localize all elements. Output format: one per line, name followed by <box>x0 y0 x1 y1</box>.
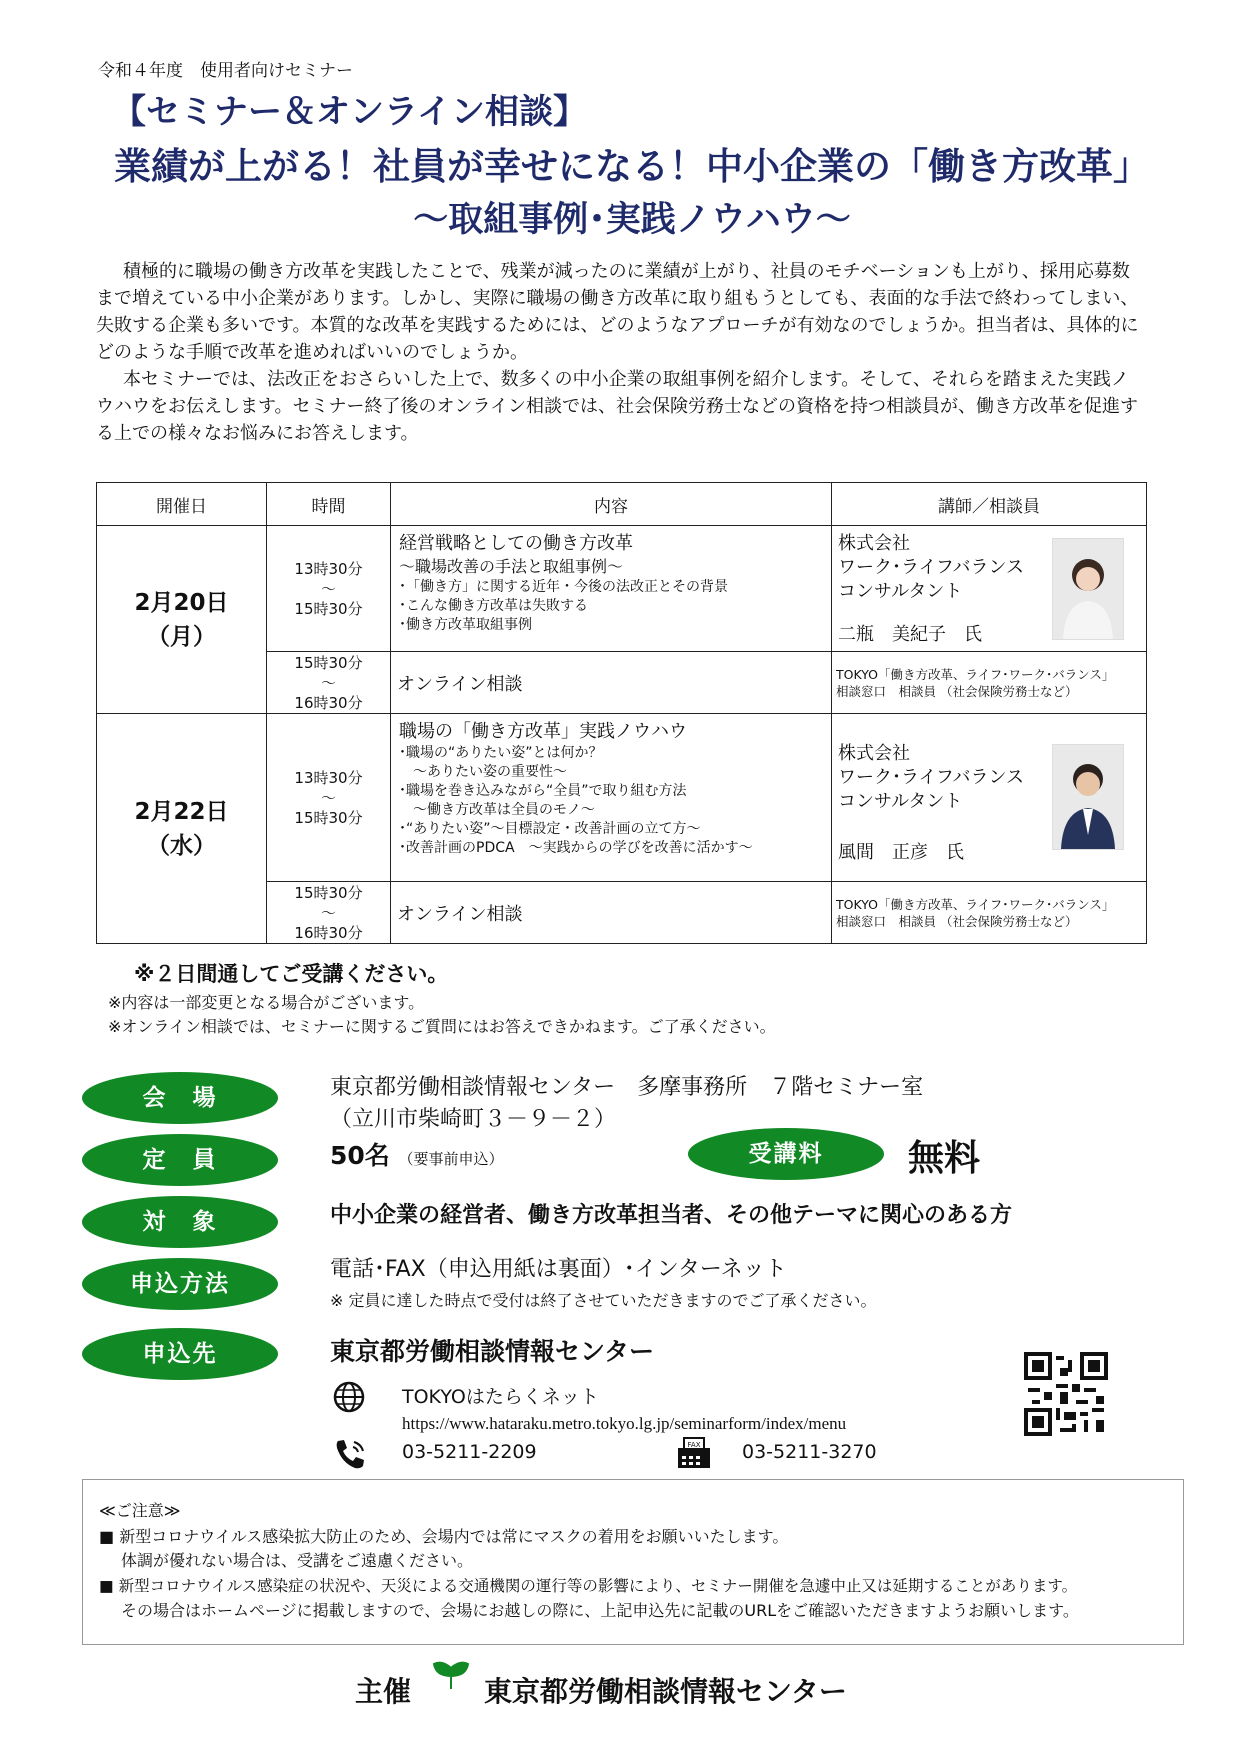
header-content: 内容 <box>391 483 832 526</box>
lecturer-name-day2: 風間 正彦 氏 <box>838 842 964 863</box>
content-day2 <box>391 714 832 882</box>
header-time: 時間 <box>267 483 391 526</box>
caution-line: その場合はホームページに掲載しますので、会場にお越しの際に、上記申込先に記載のURLをご確認いただきますようお願いします。 <box>121 1601 1079 1620</box>
web-label: TOKYOはたらくネット <box>402 1386 599 1408</box>
ginkgo-logo-icon <box>432 1660 470 1690</box>
fee-label: 受講料 <box>688 1128 884 1180</box>
caution-line: ■ 新型コロナウイルス感染拡大防止のため、会場内では常にマスクの着用をお願いいたします。 <box>99 1527 789 1546</box>
header-lecturer: 講師／相談員 <box>832 483 1147 526</box>
caution-title: ≪ご注意≫ <box>99 1501 181 1520</box>
lecturer-day2 <box>832 714 1147 882</box>
target-value: 中小企業の経営者、働き方改革担当者、その他テーマに関心のある方 <box>330 1203 1013 1228</box>
seminar-title-day1: 経営戦略としての働き方改革 <box>399 533 633 554</box>
lecturer-name-day1: 二瓶 美紀子 氏 <box>838 624 982 645</box>
list-item: ～ありたい姿の重要性～ <box>413 764 567 780</box>
host-name: 東京都労働相談情報センター <box>484 1675 847 1708</box>
date-day1: 2月20日 <box>134 589 229 616</box>
table-row <box>97 714 1147 882</box>
caution-box <box>82 1479 1184 1645</box>
list-item: ･“ありたい姿”～目標設定・改善計画の立て方～ <box>399 821 701 837</box>
company-line: コンサルタント <box>838 581 963 602</box>
list-item: ･改善計画のPDCA ～実践からの学びを改善に活かす～ <box>399 840 753 856</box>
fax-number: 03-5211-3270 <box>742 1441 877 1463</box>
intro-paragraph-1: 積極的に職場の働き方改革を実践したことで、残業が減ったのに業績が上がり、社員のモチベーションも上がり、採用応募数まで増えている中小企業があります。しかし、実際に職場の働き方改革に取り組もうとしても、表面的な手法で終わってしまい、失敗する企業も多いです。本質的な改革を実践するためには、どのようなアプローチが有効なのでしょうか。担当者は、具体的にどのような手順で改革を進めればいいのでしょうか。 <box>96 261 1139 363</box>
lecturer-company-day1 <box>838 532 1024 604</box>
online-consult-day1: オンライン相談 <box>391 652 832 714</box>
header-date: 開催日 <box>97 483 267 526</box>
time-end: 15時30分 <box>294 599 363 618</box>
time-sep: ～ <box>320 673 336 692</box>
sub-title: ～取組事例･実践ノウハウ～ <box>413 200 851 240</box>
note-change: ※内容は一部変更となる場合がございます。 <box>108 993 425 1012</box>
company-line: ワーク･ライフバランス <box>838 557 1024 578</box>
venue-label: 会 場 <box>82 1072 278 1124</box>
note-online: ※オンライン相談では、セミナーに関するご質問にはお答えできかねます。ご了承ください。 <box>108 1017 776 1036</box>
intro-text <box>96 258 1146 447</box>
time-end: 16時30分 <box>294 693 363 712</box>
lecturer-photo-day1 <box>1052 538 1124 640</box>
time-start: 15時30分 <box>294 883 363 902</box>
destination-label: 申込先 <box>82 1328 278 1380</box>
venue-address: （立川市柴崎町３－９－２） <box>330 1107 617 1132</box>
table-header-row <box>97 483 1147 526</box>
list-item: ･働き方改革取組事例 <box>399 617 532 633</box>
bracket-title: 【セミナー＆オンライン相談】 <box>112 92 587 132</box>
table-row <box>97 526 1147 652</box>
company-line: 株式会社 <box>838 743 910 764</box>
lecturer-company-day2 <box>838 742 1024 814</box>
fax-icon-label: FAX <box>687 1441 701 1449</box>
time-start: 13時30分 <box>294 559 363 578</box>
time-sep: ～ <box>320 579 336 598</box>
venue-name: 東京都労働相談情報センター 多摩事務所 ７階セミナー室 <box>330 1075 924 1100</box>
seminar-title-day2: 職場の「働き方改革」実践ノウハウ <box>399 721 687 742</box>
lecturer-photo-day2 <box>1052 744 1124 850</box>
date-cell-day2 <box>97 714 267 944</box>
list-item: ～働き方改革は全員のモノ～ <box>413 802 595 818</box>
desk-line: 相談窓口 相談員 （社会保険労務士など） <box>836 914 1078 929</box>
time-start: 13時30分 <box>294 768 363 787</box>
capacity-label: 定 員 <box>82 1134 278 1186</box>
time-sep: ～ <box>320 788 336 807</box>
main-title: 業績が上がる！社員が幸せになる！中小企業の「働き方改革」 <box>114 145 1150 188</box>
consult-desk-day2 <box>832 882 1147 944</box>
time-seminar-day2 <box>267 714 391 882</box>
time-seminar-day1 <box>267 526 391 652</box>
time-online-day2 <box>267 882 391 944</box>
online-consult-day2: オンライン相談 <box>391 882 832 944</box>
capacity-note: （要事前申込） <box>398 1150 504 1168</box>
date-cell-day1 <box>97 526 267 714</box>
desk-line: 相談窓口 相談員 （社会保険労務士など） <box>836 684 1078 699</box>
desk-line: TOKYO「働き方改革、ライフ･ワーク･バランス」 <box>836 667 1115 682</box>
pre-title: 令和４年度 使用者向けセミナー <box>98 61 353 81</box>
fee-value: 無料 <box>908 1138 981 1179</box>
weekday-day1: （月） <box>147 623 216 650</box>
caution-line: 体調が優れない場合は、受講をご遠慮ください。 <box>121 1551 474 1570</box>
list-item: ･職場の“ありたい姿”とは何か？ <box>399 745 603 761</box>
method-note: ※ 定員に達した時点で受付は終了させていただきますのでご了承ください。 <box>330 1291 877 1310</box>
time-end: 15時30分 <box>294 808 363 827</box>
seminar-sub-day1: ～職場改善の手法と取組事例～ <box>399 557 624 576</box>
fax-icon <box>676 1436 712 1470</box>
time-online-day1 <box>267 652 391 714</box>
list-item: ･職場を巻き込みながら“全員”で取り組む方法 <box>399 783 687 799</box>
caution-line: ■ 新型コロナウイルス感染症の状況や、天災による交通機関の運行等の影響により、セミナー開催を急遽中止又は延期することがあります。 <box>99 1577 1078 1595</box>
time-end: 16時30分 <box>294 923 363 942</box>
qr-code-icon <box>1024 1352 1108 1436</box>
phone-icon <box>332 1436 368 1472</box>
schedule-table <box>96 482 1147 944</box>
company-line: コンサルタント <box>838 791 963 812</box>
host-label: 主催 <box>355 1675 412 1708</box>
desk-line: TOKYO「働き方改革、ライフ･ワーク･バランス」 <box>836 897 1115 912</box>
tel-number: 03-5211-2209 <box>402 1441 537 1463</box>
company-line: ワーク･ライフバランス <box>838 767 1024 788</box>
time-sep: ～ <box>320 903 336 922</box>
globe-icon <box>332 1380 366 1414</box>
company-line: 株式会社 <box>838 533 910 554</box>
time-start: 15時30分 <box>294 653 363 672</box>
target-label: 対 象 <box>82 1196 278 1248</box>
attend-both-note: ※２日間通してご受講ください。 <box>134 962 449 986</box>
method-label: 申込方法 <box>82 1258 278 1310</box>
list-item: ･こんな働き方改革は失敗する <box>399 598 588 614</box>
weekday-day2: （水） <box>147 832 216 859</box>
web-url[interactable]: https://www.hataraku.metro.tokyo.lg.jp/seminarform/index/menu <box>402 1414 847 1433</box>
capacity-value <box>330 1136 504 1172</box>
method-value: 電話･FAX（申込用紙は裏面）･インターネット <box>330 1257 787 1282</box>
content-day1 <box>391 526 832 652</box>
consult-desk-day1 <box>832 652 1147 714</box>
date-day2: 2月22日 <box>134 798 229 825</box>
list-item: ･「働き方」に関する近年・今後の法改正とその背景 <box>399 579 728 595</box>
capacity-number: 50名 <box>330 1141 390 1170</box>
lecturer-day1 <box>832 526 1147 652</box>
destination-value: 東京都労働相談情報センター <box>330 1337 655 1366</box>
intro-paragraph-2: 本セミナーでは、法改正をおさらいした上で、数多くの中小企業の取組事例を紹介します。そして、それらを踏まえた実践ノウハウをお伝えします。セミナー終了後のオンライン相談では、社会保険労務士などの資格を持つ相談員が、働き方改革を促進する上での様々なお悩みにお答えします。 <box>96 369 1139 444</box>
